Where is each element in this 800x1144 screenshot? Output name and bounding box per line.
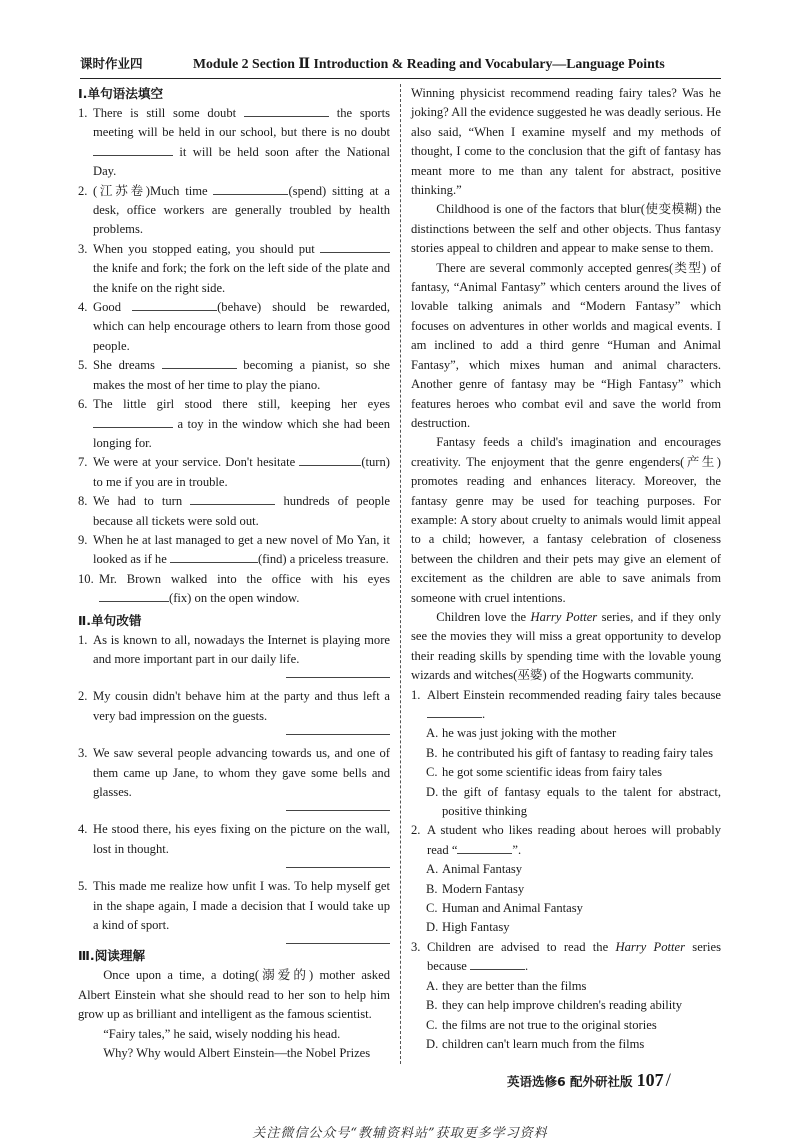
answer-blank[interactable] bbox=[320, 241, 390, 253]
page-header bbox=[80, 54, 720, 74]
option-3a[interactable]: A. they are better than the films bbox=[426, 978, 587, 993]
page-title: Module 2 Section Ⅱ Introduction & Reading and Vocabulary—Language Points bbox=[193, 56, 665, 71]
section-3-heading: Ⅲ.阅读理解 bbox=[78, 948, 146, 964]
answer-blank[interactable] bbox=[93, 416, 173, 428]
answer-blank[interactable] bbox=[93, 144, 173, 156]
answer-blank[interactable] bbox=[457, 842, 512, 854]
reading-paragraph-7: Children love the Harry Potter series, and if they only see the movies they will miss a great opportunity to develop their reading skills by spending time with the lovable young wizards and witches(巫婆) of the Hogwarts community. bbox=[411, 609, 721, 683]
answer-blank[interactable] bbox=[170, 551, 258, 563]
fill-item-6: 6. The little girl stood there still, keeping her eyes a toy in the window which she had been longing for. bbox=[78, 397, 390, 450]
option-1b[interactable]: B. he contributed his gift of fantasy to reading fairy tales bbox=[426, 745, 714, 760]
fill-item-8: 8. We had to turn hundreds of people because all tickets were sold out. bbox=[78, 494, 390, 528]
option-1a[interactable]: A. he was just joking with the mother bbox=[426, 726, 617, 741]
left-column bbox=[78, 84, 390, 1063]
correction-item-2: 2. My cousin didn't behave him at the party and thus left a very bad impression on the guests. bbox=[78, 687, 390, 735]
right-column bbox=[411, 84, 721, 1054]
correction-item-4: 4. He stood there, his eyes fixing on the picture on the wall, lost in thought. bbox=[78, 820, 390, 868]
answer-line[interactable] bbox=[286, 867, 390, 868]
answer-blank[interactable] bbox=[190, 493, 275, 505]
answer-line[interactable] bbox=[286, 677, 390, 678]
option-2d[interactable]: D. High Fantasy bbox=[426, 920, 510, 935]
page-footer bbox=[507, 1071, 671, 1093]
answer-line[interactable] bbox=[286, 810, 390, 811]
reading-paragraph-4: Childhood is one of the factors that blur(使变模糊) the distinctions between the self and other objects. Thus fantasy stories appeal to children and appear to make sense to them. bbox=[411, 202, 721, 256]
question-3: 3. Children are advised to read the Harry Potter series because . bbox=[411, 939, 721, 974]
reading-paragraph-5: There are several commonly accepted genres(类型) of fantasy, “Animal Fantasy” which centers around the lives of lovable talking animals and “Modern Fantasy” which focuses on adventures in other worlds and magical events. I am inclined to add a third genre “Human and Animal Fantasy”, which mixes human and animal characters. Another genre of fantasy may be “High Fantasy” which features heroes who combat evil and save the world from destruction. bbox=[411, 260, 721, 430]
question-1: 1. Albert Einstein recommended reading fairy tales because . bbox=[411, 687, 721, 721]
watermark-text: 关注微信公众号“教辅资料站”获取更多学习资料 bbox=[252, 1126, 548, 1141]
reading-paragraph-2: “Fairy tales,” he said, wisely nodding his head. bbox=[103, 1026, 341, 1041]
answer-blank[interactable] bbox=[427, 706, 482, 718]
option-2c[interactable]: C. Human and Animal Fantasy bbox=[426, 901, 583, 916]
correction-item-3: 3. We saw several people advancing towards us, and one of them came up Jane, to whom they gave some bells and glasses. bbox=[78, 744, 390, 811]
correction-item-5: 5. This made me realize how unfit I was. To help myself get in the shape again, I made a decision that I would take up a kind of sport. bbox=[78, 877, 390, 944]
reading-paragraph-3-start: Why? Why would Albert Einstein—the Nobel Prizes bbox=[103, 1046, 371, 1061]
answer-blank[interactable] bbox=[162, 357, 237, 369]
answer-blank[interactable] bbox=[470, 958, 525, 970]
fill-item-10: 10. Mr. Brown walked into the office with his eyes (fix) on the open window. bbox=[78, 571, 390, 606]
section-1-heading: Ⅰ.单句语法填空 bbox=[78, 86, 164, 101]
book-edition-label: 英语选修6 配外研社版 bbox=[507, 1074, 633, 1089]
footer-slash: / bbox=[665, 1070, 671, 1091]
fill-item-9: 9. When he at last managed to get a new novel of Mo Yan, it looked as if he (find) a priceless treasure. bbox=[78, 532, 390, 567]
option-2b[interactable]: B. Modern Fantasy bbox=[426, 881, 525, 896]
answer-line[interactable] bbox=[286, 734, 390, 735]
header-rule bbox=[80, 78, 721, 79]
fill-item-1: 1. There is still some doubt the sports meeting will be held in our school, but there is no doubt it will be held soon after the National Day. bbox=[78, 106, 390, 179]
option-1c[interactable]: C. he got some scientific ideas from fairy tales bbox=[426, 765, 662, 780]
fill-item-7: 7. We were at your service. Don't hesitate (turn) to me if you are in trouble. bbox=[78, 455, 390, 489]
fill-item-2: 2. (江苏卷)Much time (spend) sitting at a desk, office workers are generally troubled by health problems. bbox=[78, 183, 390, 237]
reading-paragraph-3-cont: Winning physicist recommend reading fairy tales? Was he joking? All the evidence suggested he was deadly serious. He also said, “When I examine myself and my methods of thought, I come to the conclusion that the gift of fantasy has meant more to me than any talent for abstract, positive thinking.” bbox=[411, 86, 721, 198]
reading-paragraph-1: Once upon a time, a doting(溺爱的) mother asked Albert Einstein what she should read to her son to help him grow up as brilliant and intelligent as the famous scientist. bbox=[78, 968, 390, 1022]
option-3b[interactable]: B. they can help improve children's reading ability bbox=[426, 998, 683, 1013]
answer-blank[interactable] bbox=[99, 590, 169, 602]
option-1d[interactable]: D. the gift of fantasy equals to the talent for abstract, positive thinking bbox=[426, 784, 721, 819]
correction-item-1: 1. As is known to all, nowadays the Internet is playing more and more important part in our daily life. bbox=[78, 631, 390, 679]
page-number: 107 bbox=[636, 1070, 664, 1090]
answer-blank[interactable] bbox=[244, 105, 329, 117]
fill-item-3: 3. When you stopped eating, you should put the knife and fork; the fork on the left side of the plate and the knife on the right side. bbox=[78, 241, 390, 295]
homework-label: 课时作业四 bbox=[80, 56, 143, 71]
option-3d[interactable]: D. children can't learn much from the films bbox=[426, 1036, 645, 1051]
column-divider bbox=[400, 84, 401, 1064]
answer-blank[interactable] bbox=[213, 183, 288, 195]
question-2: 2. A student who likes reading about heroes will probably read “ ”. bbox=[411, 823, 721, 857]
answer-blank[interactable] bbox=[299, 454, 361, 466]
section-2-heading: Ⅱ.单句改错 bbox=[78, 612, 142, 628]
answer-blank[interactable] bbox=[132, 299, 217, 311]
option-3c[interactable]: C. the films are not true to the original stories bbox=[426, 1017, 657, 1032]
answer-line[interactable] bbox=[286, 943, 390, 944]
fill-item-4: 4. Good (behave) should be rewarded, which can help encourage others to learn from those good people. bbox=[78, 300, 390, 353]
fill-item-5: 5. She dreams becoming a pianist, so she makes the most of her time to play the piano. bbox=[78, 358, 390, 392]
option-2a[interactable]: A. Animal Fantasy bbox=[426, 862, 523, 877]
reading-paragraph-6: Fantasy feeds a child's imagination and encourages creativity. The enjoyment that the genre engenders(产生) promotes reading and enhances literacy. Moreover, the fantasy genre may be used for teaching purposes. For example: A story about cruelty to animals would limit appeal to a child; however, a fantasy celebration of closeness between the children and their pets may give an element of excitement as the children are able to save animals from someone with cruel intentions. bbox=[411, 435, 721, 605]
